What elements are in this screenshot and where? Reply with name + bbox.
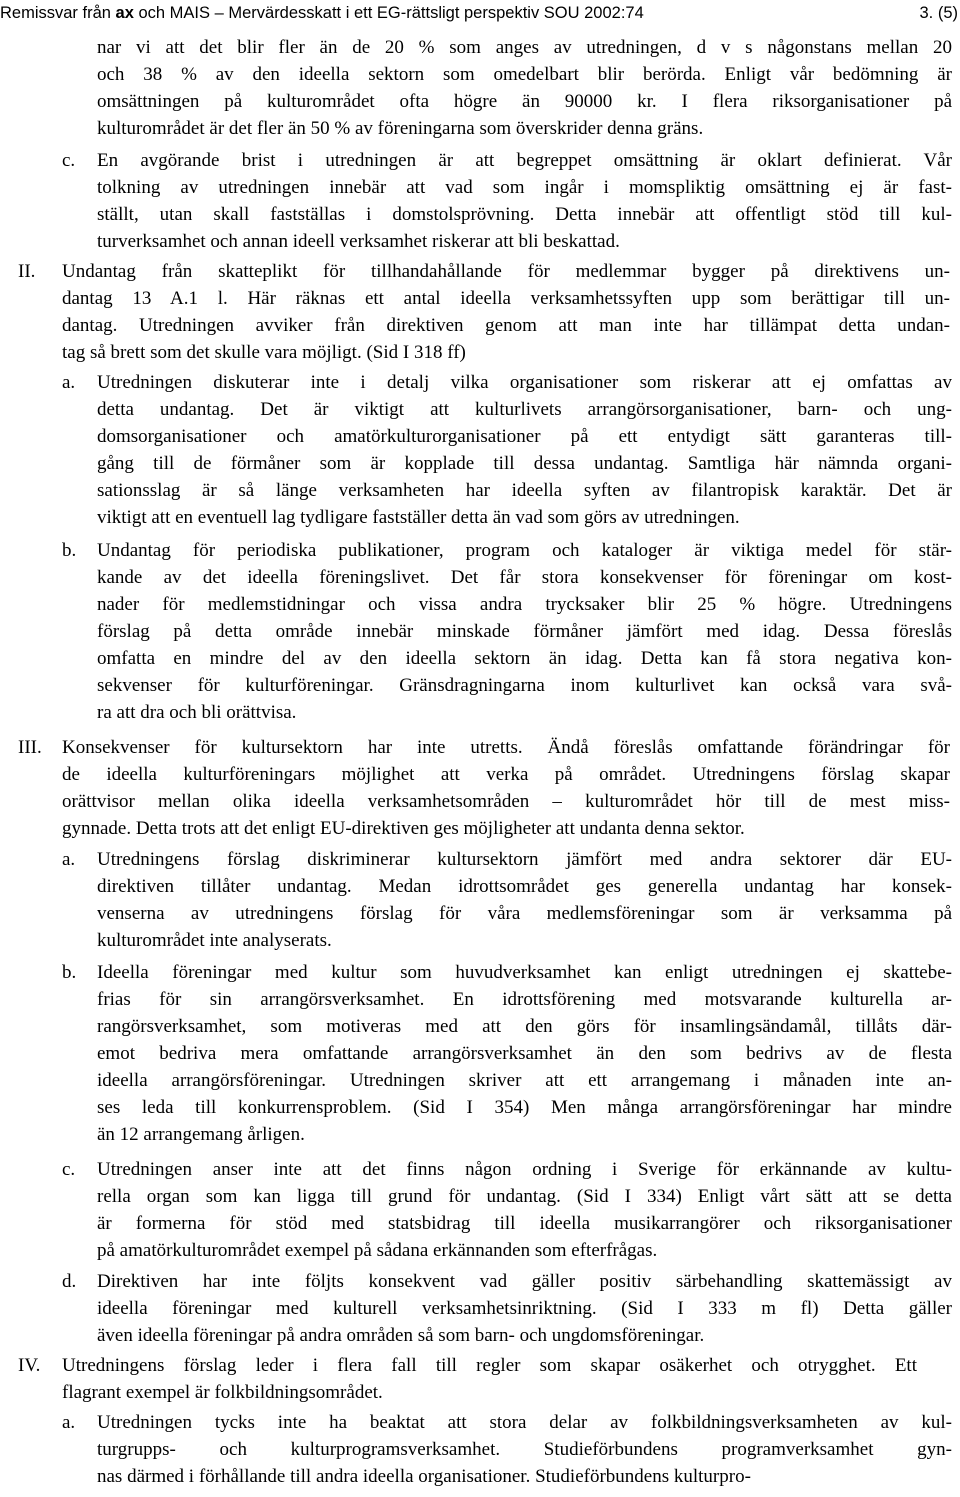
paragraph xyxy=(97,1268,952,1349)
text-line: Utredningen anser inte att det finns någon ordning i Sverige för erkännande av kultu- xyxy=(97,1159,952,1180)
running-header xyxy=(0,0,960,26)
paragraph xyxy=(62,734,950,842)
text-line: de ideella kulturföreningars möjlighet att verka på området. Utredningens förslag skapar xyxy=(62,764,950,785)
text-line: Direktiven har inte följts konsekvent vad gäller positiv särbehandling skattemässigt av xyxy=(97,1271,952,1292)
text-line: flagrant exempel är folkbildningsområdet. xyxy=(62,1382,383,1403)
text-line: orättvisor mellan olika ideella verksamhetsområden – kulturområdet hör till de mest miss- xyxy=(62,791,950,812)
text-line: sekvenser för kulturföreningar. Gränsdragningarna inom kulturlivet kan också vara svå- xyxy=(97,675,952,696)
text-line: gynnade. Detta trots att det enligt EU-direktiven ges möjligheter att undanta denna sektor. xyxy=(62,818,745,839)
text-line: och 38 % av den ideella sektorn som omedelbart blir berörda. Enligt vår bedömning är xyxy=(97,64,952,85)
paragraph xyxy=(97,846,952,954)
text-line: Utredningen tycks inte ha beaktat att stora delar av folkbildningsverksamheten av kul- xyxy=(97,1412,952,1433)
text-line: detta undantag. Det är viktigt att kulturlivets arrangörsorganisationer, barn- och ung- xyxy=(97,399,952,420)
text-line: omsättningen på kulturområdet ofta högre än 90000 kr. I flera riksorganisationer på xyxy=(97,91,952,112)
text-line: nader för medlemstidningar och vissa andra trycksaker blir 25 % högre. Utredningens xyxy=(97,594,952,615)
text-line: Utredningens förslag leder i flera fall till regler som skapar osäkerhet och otrygghet. Ett xyxy=(62,1355,917,1376)
text-line: Ideella föreningar med kultur som huvudverksamhet kan enligt utredningen ej skattebe- xyxy=(97,962,952,983)
paragraph xyxy=(97,959,952,1148)
text-line: dantag 13 A.1 l. Här räknas ett antal ideella verksamhetssyften upp som berättigar till un- xyxy=(62,288,950,309)
list-marker: c. xyxy=(62,150,76,171)
text-line: kande av det ideella föreningslivet. Det får stora konsekvenser för föreningar om kost- xyxy=(97,567,952,588)
text-line: Undantag för periodiska publikationer, program och kataloger är viktiga medel för stär- xyxy=(97,540,952,561)
list-marker: a. xyxy=(62,1412,76,1433)
paragraph xyxy=(97,1409,952,1490)
text-line: ideella arrangörsföreningar. Utredningen skriver att ett arrangemang i månaden inte an- xyxy=(97,1070,952,1091)
text-line: turgrupps- och kulturprogramsverksamhet. Studieförbundens programverksamhet gyn- xyxy=(97,1439,952,1460)
text-line: domsorganisationer och amatörkulturorganisationer på ett entydigt sätt garanteras till- xyxy=(97,426,952,447)
paragraph xyxy=(62,258,950,366)
text-line: venserna av utredningens förslag för våra medlemsföreningar som är verksamma på xyxy=(97,903,952,924)
paragraph xyxy=(97,34,952,142)
text-line: Undantag från skatteplikt för tillhandahållande för medlemmar bygger på direktivens un- xyxy=(62,261,950,282)
text-line: på amatörkulturområdet exempel på sådana erkännanden som efterfrågas. xyxy=(97,1240,658,1261)
text-line: gång till de förmåner som är kopplade till dessa undantag. Samtliga här nämnda organi- xyxy=(97,453,952,474)
list-marker: a. xyxy=(62,849,76,870)
text-line: ideella föreningar med kulturell verksamhetsinriktning. (Sid I 333 m fl) Detta gäller xyxy=(97,1298,952,1319)
list-marker: d. xyxy=(62,1271,77,1292)
text-line: nar vi att det blir fler än de 20 % som anges av utredningen, d v s någonstans mellan 20 xyxy=(97,37,952,58)
text-line: Utredningen diskuterar inte i detalj vilka organisationer som riskerar att ej omfattas av xyxy=(97,372,952,393)
text-line: omfatta en mindre del av den ideella sektorn än idag. Detta kan få stora negativa kon- xyxy=(97,648,952,669)
list-marker: II. xyxy=(18,261,36,282)
text-line: kulturområdet inte analyserats. xyxy=(97,930,332,951)
page-number: 3. (5) xyxy=(919,4,958,22)
text-line: Konsekvenser för kultursektorn har inte utretts. Ändå föreslås omfattande förändringar för xyxy=(62,737,950,758)
text-line: ställt, utan skall fastställas i domstolsprövning. Detta innebär att offentligt stöd till kul- xyxy=(97,204,952,225)
text-line: viktigt att en eventuell lag tydligare fastställer detta än vad som görs av utredningen. xyxy=(97,507,740,528)
text-line: ses leda till konkurrensproblem. (Sid I 354) Men många arrangörsföreningar har mindre xyxy=(97,1097,952,1118)
paragraph xyxy=(97,1156,952,1264)
paragraph xyxy=(62,1352,917,1406)
text-line: kulturområdet är det fler än 50 % av föreningarna som överskrider denna gräns. xyxy=(97,118,704,139)
text-line: nas därmed i förhållande till andra ideella organisationer. Studieförbundens kulturpro- xyxy=(97,1466,751,1487)
header-title-prefix: Remissvar från xyxy=(0,4,116,22)
text-line: rangörsverksamhet, som motiveras med att den görs för insamlingsändamål, tillåts där- xyxy=(97,1016,952,1037)
text-line: turverksamhet och annan ideell verksamhet riskerar att bli beskattad. xyxy=(97,231,620,252)
list-marker: III. xyxy=(18,737,42,758)
text-line: sationsslag är så länge verksamheten har ideella syften av filantropisk karaktär. Det är xyxy=(97,480,952,501)
text-line: förslag på detta område innebär minskade förmåner jämfört med idag. Dessa föreslås xyxy=(97,621,952,642)
text-line: dantag. Utredningen avviker från direktiven genom att man inte har tillämpat detta undan- xyxy=(62,315,950,336)
paragraph xyxy=(97,537,952,726)
list-marker: b. xyxy=(62,540,77,561)
text-line: Utredningens förslag diskriminerar kultursektorn jämfört med andra sektorer där EU- xyxy=(97,849,952,870)
header-title xyxy=(0,0,644,26)
text-line: än 12 arrangemang årligen. xyxy=(97,1124,305,1145)
header-title-suffix: och MAIS – Mervärdesskatt i ett EG-rättsligt perspektiv SOU 2002:74 xyxy=(133,4,644,22)
header-title-ax: ax xyxy=(115,4,134,22)
text-line: ra att dra och bli orättvisa. xyxy=(97,702,297,723)
text-line: tag så brett som det skulle vara möjligt. (Sid I 318 ff) xyxy=(62,342,466,363)
list-marker: a. xyxy=(62,372,76,393)
list-marker: IV. xyxy=(18,1355,41,1376)
paragraph xyxy=(97,369,952,531)
text-line: emot bedriva mera omfattande arrangörsverksamhet än den som bedrivs av de flesta xyxy=(97,1043,952,1064)
text-line: direktiven tillåter undantag. Medan idrottsområdet ges generella undantag har konsek- xyxy=(97,876,952,897)
text-line: är formerna för stöd med statsbidrag till ideella musikarrangörer och riksorganisationer xyxy=(97,1213,952,1234)
text-line: frias för sin arrangörsverksamhet. En idrottsförening med motsvarande kulturella ar- xyxy=(97,989,952,1010)
text-line: En avgörande brist i utredningen är att begreppet omsättning är oklart definierat. Vår xyxy=(97,150,952,171)
paragraph xyxy=(97,147,952,255)
text-line: tolkning av utredningen innebär att vad som ingår i momspliktig omsättning ej är fast- xyxy=(97,177,952,198)
text-line: även ideella föreningar på andra områden så som barn- och ungdomsföreningar. xyxy=(97,1325,705,1346)
list-marker: b. xyxy=(62,962,77,983)
text-line: rella organ som kan ligga till grund för undantag. (Sid I 334) Enligt vårt sätt att se detta xyxy=(97,1186,952,1207)
list-marker: c. xyxy=(62,1159,76,1180)
